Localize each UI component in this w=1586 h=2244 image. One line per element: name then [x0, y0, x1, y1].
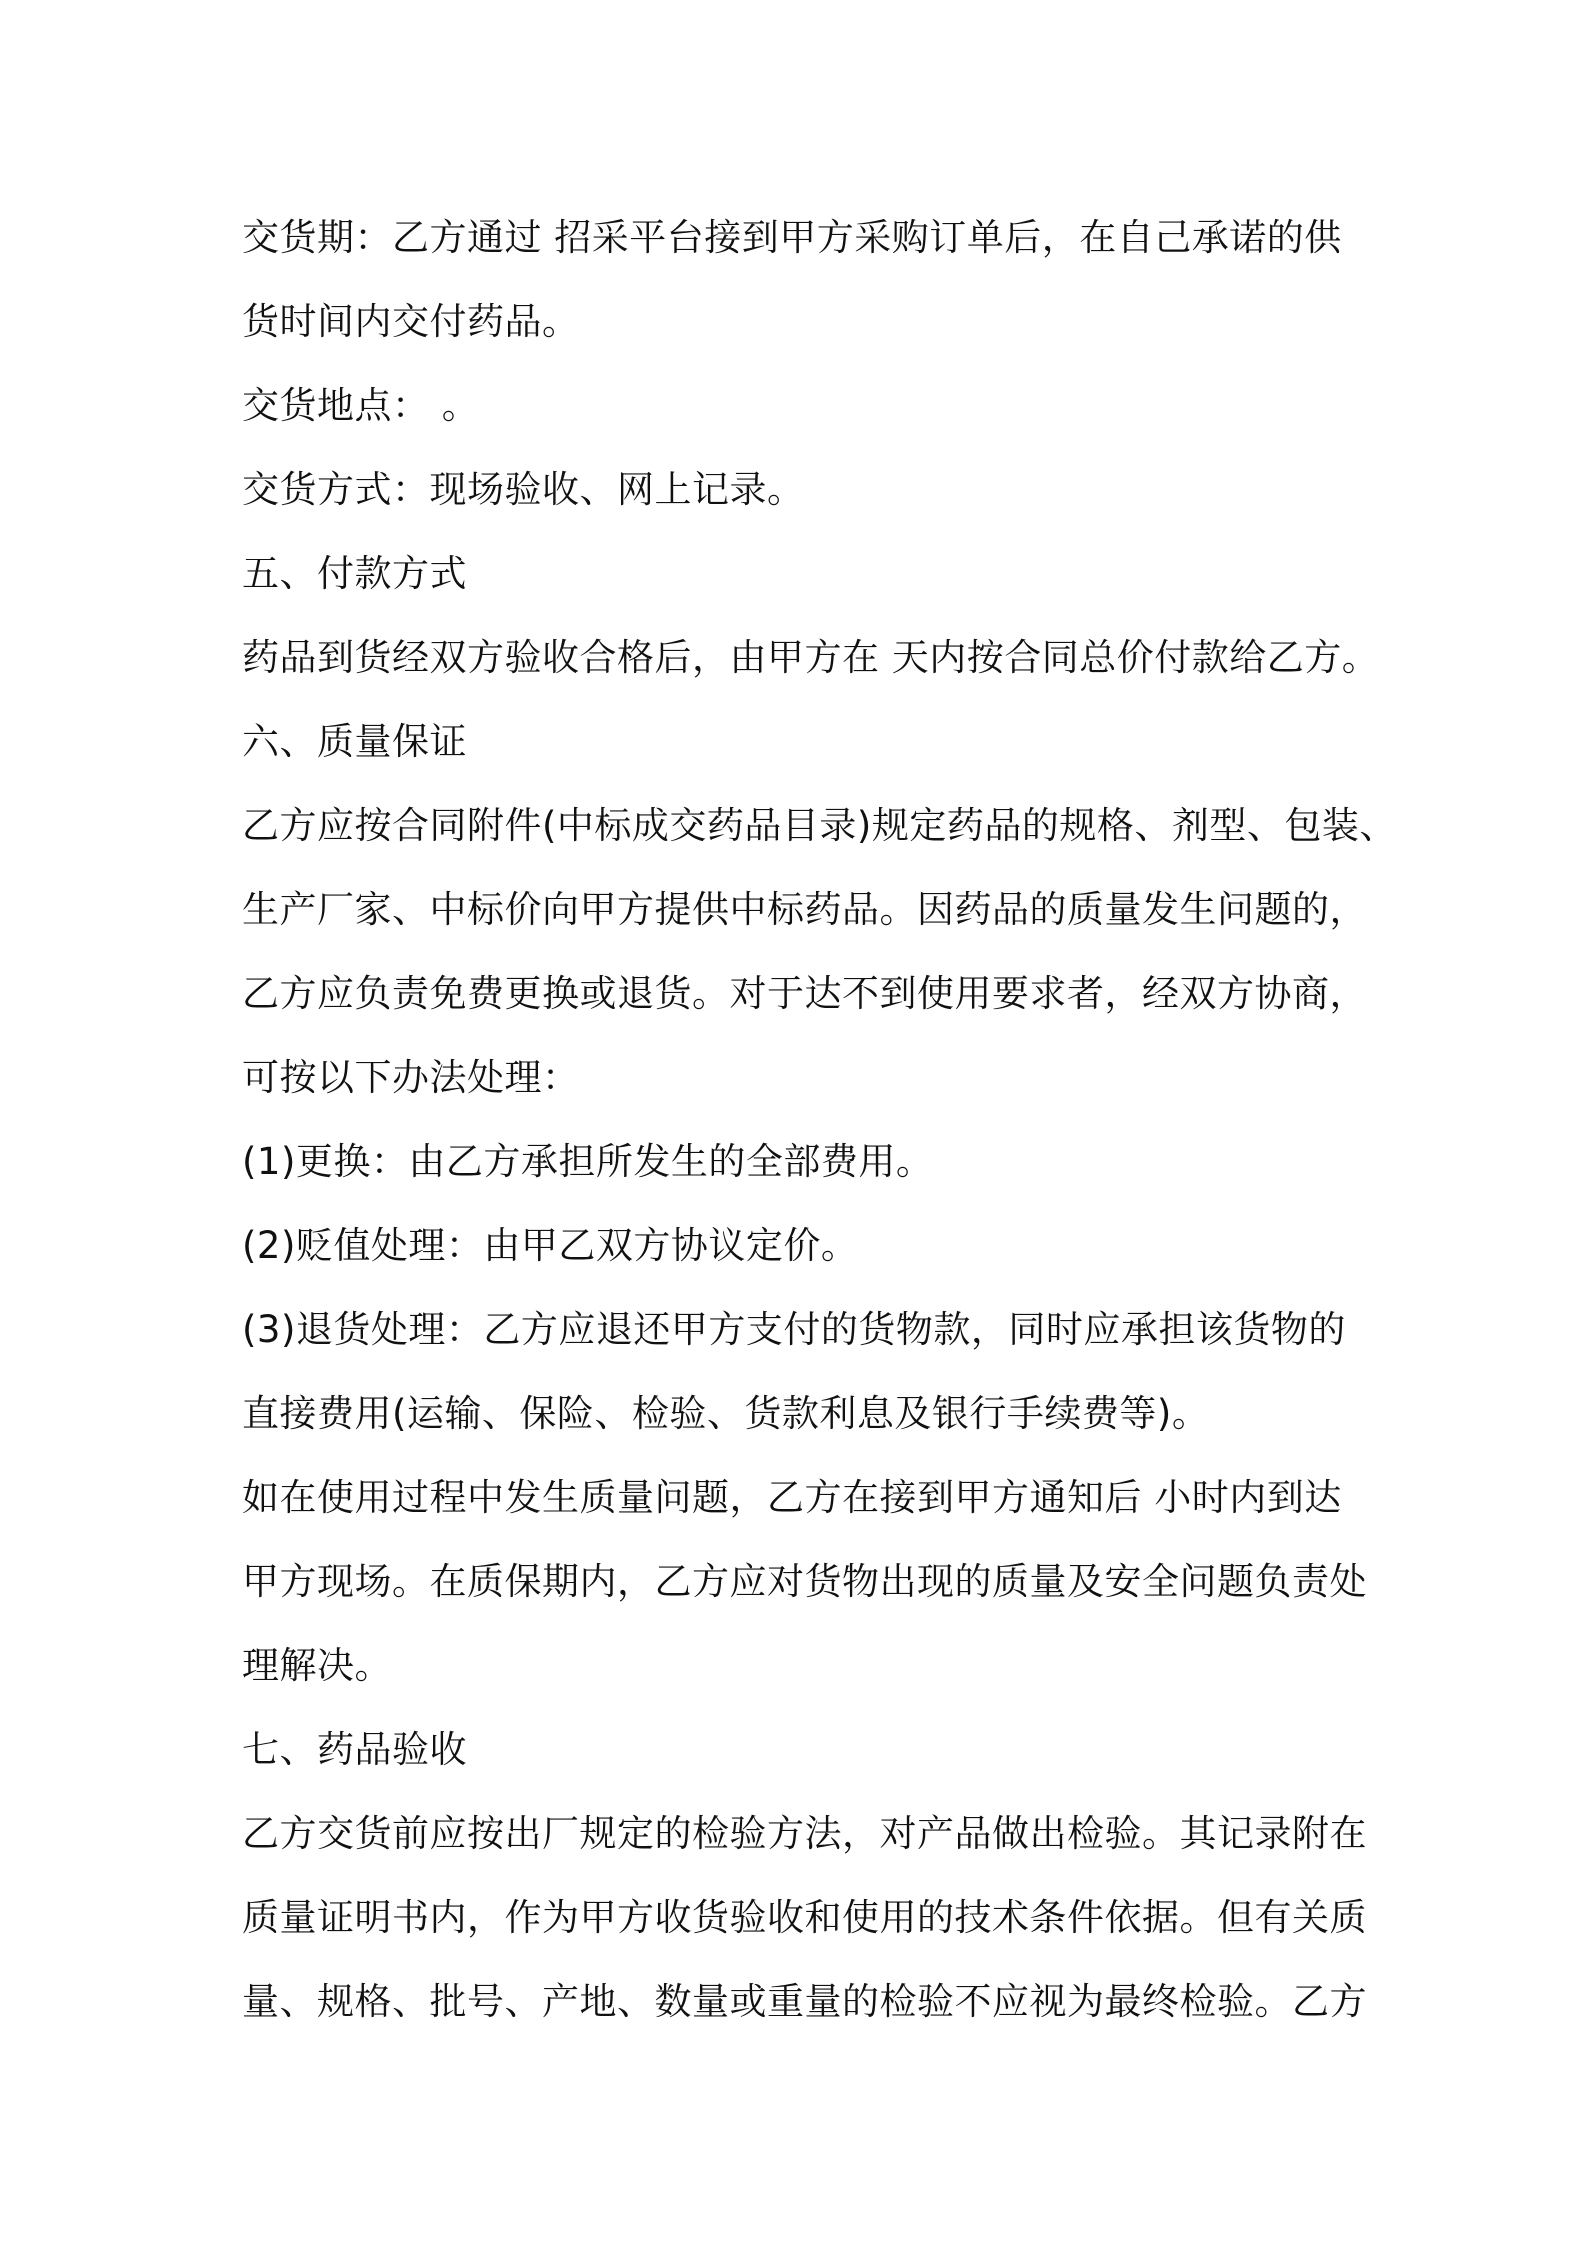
quality-paragraph-line-3: 乙方应负责免费更换或退货。对于达不到使用要求者，经双方协商，	[242, 972, 1367, 1015]
delivery-location: 交货地点： 。	[242, 384, 480, 427]
quality-item-2: (2)贬值处理：由甲乙双方协议定价。	[242, 1224, 859, 1267]
quality-paragraph-line-2: 生产厂家、中标价向甲方提供中标药品。因药品的质量发生问题的，	[242, 888, 1367, 931]
delivery-method: 交货方式：现场验收、网上记录。	[242, 468, 805, 511]
quality-item-3-line-1: (3)退货处理：乙方应退还甲方支付的货物款，同时应承担该货物的	[242, 1308, 1346, 1351]
acceptance-paragraph-line-3: 量、规格、批号、产地、数量或重量的检验不应视为最终检验。乙方	[242, 1980, 1367, 2023]
payment-paragraph: 药品到货经双方验收合格后，由甲方在 天内按合同总价付款给乙方。	[242, 636, 1380, 679]
section-heading-payment: 五、付款方式	[242, 552, 467, 595]
quality-issue-line-2: 甲方现场。在质保期内，乙方应对货物出现的质量及安全问题负责处	[242, 1560, 1367, 1603]
quality-paragraph-line-1: 乙方应按合同附件(中标成交药品目录)规定药品的规格、剂型、包装、	[242, 804, 1397, 847]
delivery-period-line-1: 交货期：乙方通过 招采平台接到甲方采购订单后，在自己承诺的供	[242, 216, 1342, 259]
section-heading-quality: 六、质量保证	[242, 720, 467, 763]
quality-issue-line-1: 如在使用过程中发生质量问题，乙方在接到甲方通知后 小时内到达	[242, 1476, 1342, 1519]
quality-paragraph-line-4: 可按以下办法处理：	[242, 1056, 580, 1099]
quality-issue-line-3: 理解决。	[242, 1644, 392, 1687]
acceptance-paragraph-line-1: 乙方交货前应按出厂规定的检验方法，对产品做出检验。其记录附在	[242, 1812, 1367, 1855]
quality-item-3-line-2: 直接费用(运输、保险、检验、货款利息及银行手续费等)。	[242, 1392, 1210, 1435]
acceptance-paragraph-line-2: 质量证明书内，作为甲方收货验收和使用的技术条件依据。但有关质	[242, 1896, 1367, 1939]
document-page	[242, 196, 1397, 2044]
section-heading-acceptance: 七、药品验收	[242, 1728, 467, 1771]
quality-item-1: (1)更换：由乙方承担所发生的全部费用。	[242, 1140, 934, 1183]
delivery-period-line-2: 货时间内交付药品。	[242, 300, 580, 343]
